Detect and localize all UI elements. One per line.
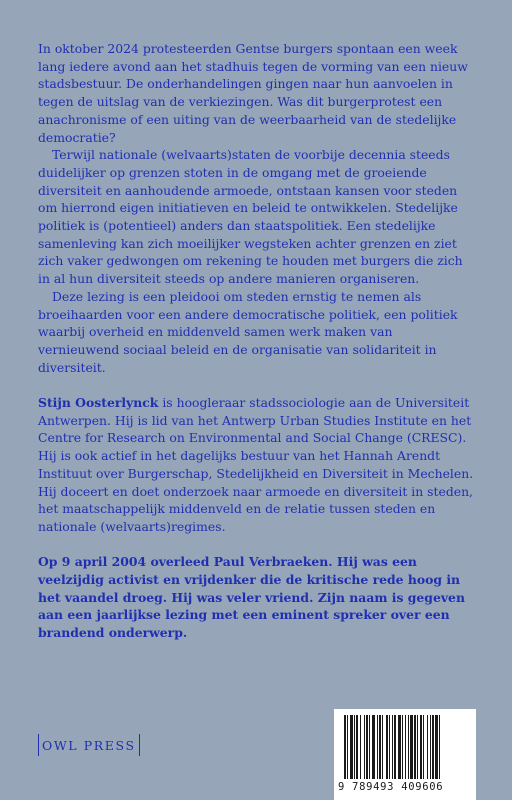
- barcode-bar: [417, 715, 418, 779]
- barcode-bar: [356, 715, 358, 779]
- spacer: [38, 536, 476, 554]
- barcode-bar: [344, 715, 346, 779]
- barcode-bar: [354, 715, 355, 779]
- barcode-bar: [423, 715, 424, 779]
- barcode-bar: [379, 715, 381, 779]
- barcode-bar: [420, 715, 422, 779]
- barcode-bar: [386, 715, 388, 779]
- barcode-bar: [382, 715, 383, 779]
- publisher-logo-text: OWL PRESS: [42, 737, 136, 753]
- barcode-bars: [344, 715, 466, 779]
- memorial-text: Op 9 april 2004 overleed Paul Verbraeken. Hij was een veelzijdig activist en vrijdenker die de kritische rede hoog in het vaandel droeg. Hij was veler vriend. Zijn naam is gegeven aan een jaarlijkse lezing met een eminent spreker over een brandend onderwerp.: [38, 554, 465, 641]
- barcode-bar: [389, 715, 390, 779]
- author-bio-text: is hoogleraar stadssociologie aan de Universiteit Antwerpen. Hij is lid van het Antwerp Urban Studies Institute en het Centre for Research on Environmental and Social Change (CRESC). Hij is ook actief in het dagelijks bestuur van het Hannah Arendt Instituut over Burgerschap, Stedelijkheid en Diversiteit in Mechelen. Hij doceert en doet onderzoek naar armoede en diversiteit in steden, het maatschappelijk middenveld en de relatie tussen steden en nationale (welvaarts)regimes.: [38, 395, 474, 534]
- barcode-bar: [430, 715, 431, 779]
- barcode-bar: [372, 715, 375, 779]
- intro-paragraph-1: In oktober 2024 protesteerden Gentse burgers spontaan een week lang iedere avond aan het stadhuis tegen de vorming van een nieuw stadsbestuur. De onderhandelingen gingen naar hun aanvoelen in tegen de uitslag van de verkiezingen. Was dit burgerprotest een anachronisme of een uiting van de weerbaarheid van de stedelijke democratie?: [38, 41, 468, 145]
- barcode-bar: [435, 715, 438, 779]
- publisher-logo: [38, 734, 140, 756]
- barcode-bar: [410, 715, 413, 779]
- author-name: Stijn Oosterlynck: [38, 395, 159, 411]
- barcode-bar: [439, 715, 440, 779]
- barcode-bar: [369, 715, 370, 779]
- barcode-bar: [360, 715, 361, 779]
- barcode-bar: [408, 715, 409, 779]
- barcode-bar: [377, 715, 378, 779]
- barcode-bar: [427, 715, 428, 779]
- isbn-barcode: [334, 709, 476, 800]
- barcode-bar: [398, 715, 401, 779]
- barcode-bar: [350, 715, 353, 779]
- barcode-bar: [402, 715, 403, 779]
- author-bio: [38, 394, 476, 536]
- intro-paragraph-3: Deze lezing is een pleidooi om steden ernstig te nemen als broeihaarden voor een andere democratische politiek, een politiek waarbij overheid en middenveld samen werk maken van vernieuwend sociaal beleid en de organisatie van solidariteit in diversiteit.: [38, 288, 458, 375]
- back-cover-text: [38, 40, 476, 642]
- spacer: [38, 376, 476, 394]
- barcode-bar: [414, 715, 416, 779]
- barcode-bar: [366, 715, 368, 779]
- barcode-bar: [392, 715, 393, 779]
- isbn-digits: 9 789493 409606: [338, 781, 444, 793]
- barcode-bar: [432, 715, 434, 779]
- barcode-bar: [405, 715, 406, 779]
- barcode-bar: [347, 715, 348, 779]
- barcode-bar: [364, 715, 365, 779]
- intro-paragraph-2: Terwijl nationale (welvaarts)staten de voorbije decennia steeds duidelijker op grenzen stoten in de omgang met de groeiende diversiteit en aanhoudende armoede, ontstaan kansen voor steden om hierrond eigen initiatieven en beleid te ontwikkelen. Stedelijke politiek is (potentieel) anders dan staatspolitiek. Een stedelijke samenleving kan zich moeilijker wegsteken achter grenzen en ziet zich vaker gedwongen om rekening te houden met burgers die zich in al hun diversiteit steeds op andere manieren organiseren.: [38, 147, 463, 287]
- barcode-bar: [394, 715, 396, 779]
